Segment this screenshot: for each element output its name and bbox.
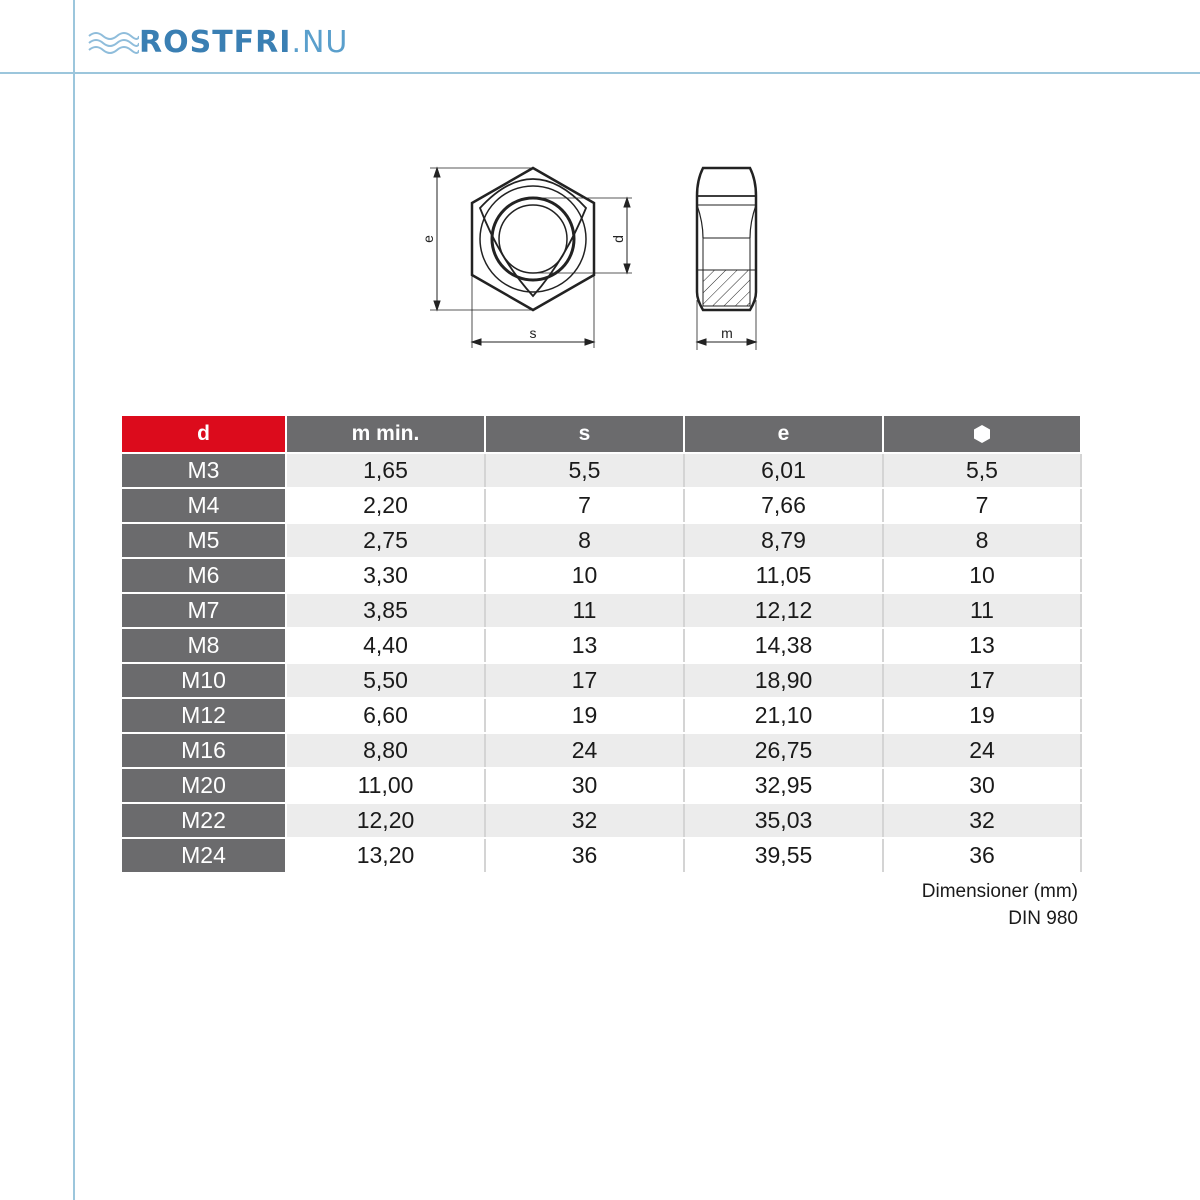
column-header-s: s [485, 415, 684, 453]
table-cell: 11,05 [684, 558, 883, 593]
row-size-cell: M10 [121, 663, 286, 698]
table-row [121, 453, 1081, 488]
table-cell: 32 [485, 803, 684, 838]
row-size-cell: M5 [121, 523, 286, 558]
table-cell: 30 [485, 768, 684, 803]
table-cell: 32 [883, 803, 1081, 838]
row-size-cell: M4 [121, 488, 286, 523]
table-row [121, 663, 1081, 698]
row-size-cell: M16 [121, 733, 286, 768]
column-header-e: e [684, 415, 883, 453]
table-cell: 32,95 [684, 768, 883, 803]
row-size-cell: M6 [121, 558, 286, 593]
table-cell: 24 [883, 733, 1081, 768]
table-cell: 2,20 [286, 488, 485, 523]
row-size-cell: M7 [121, 593, 286, 628]
table-cell: 2,75 [286, 523, 485, 558]
column-header-m-min: m min. [286, 415, 485, 453]
hexagon-icon [973, 424, 991, 444]
table-cell: 18,90 [684, 663, 883, 698]
table-cell: 13,20 [286, 838, 485, 873]
table-cell: 26,75 [684, 733, 883, 768]
table-cell: 8,80 [286, 733, 485, 768]
dimensions-table [120, 414, 1082, 874]
dim-label-d: d [610, 235, 626, 243]
table-cell: 13 [883, 628, 1081, 663]
table-cell: 5,50 [286, 663, 485, 698]
nut-front-view [472, 168, 594, 310]
table-cell: 8,79 [684, 523, 883, 558]
table-cell: 11 [485, 593, 684, 628]
nut-technical-drawing [0, 0, 1200, 400]
nut-side-view [697, 168, 756, 310]
table-cell: 7 [883, 488, 1081, 523]
table-header-row [121, 415, 1081, 453]
table-row [121, 698, 1081, 733]
row-size-cell: M22 [121, 803, 286, 838]
table-cell: 21,10 [684, 698, 883, 733]
table-cell: 14,38 [684, 628, 883, 663]
column-header-wrench-size [883, 415, 1081, 453]
table-row [121, 768, 1081, 803]
table-cell: 8 [883, 523, 1081, 558]
dim-label-e: e [420, 235, 436, 243]
table-cell: 12,12 [684, 593, 883, 628]
table-cell: 5,5 [883, 453, 1081, 488]
row-size-cell: M3 [121, 453, 286, 488]
table-cell: 36 [485, 838, 684, 873]
table-note [922, 878, 1078, 932]
row-size-cell: M8 [121, 628, 286, 663]
table-cell: 6,01 [684, 453, 883, 488]
dim-label-m: m [721, 325, 733, 341]
table-cell: 10 [485, 558, 684, 593]
table-cell: 7 [485, 488, 684, 523]
brand-name-light: .NU [291, 25, 349, 60]
table-row [121, 488, 1081, 523]
table-cell: 35,03 [684, 803, 883, 838]
row-size-cell: M12 [121, 698, 286, 733]
row-size-cell: M24 [121, 838, 286, 873]
table-row [121, 593, 1081, 628]
table-cell: 36 [883, 838, 1081, 873]
table-cell: 13 [485, 628, 684, 663]
table-body [121, 453, 1081, 873]
table-cell: 17 [485, 663, 684, 698]
table-cell: 5,5 [485, 453, 684, 488]
table-cell: 19 [485, 698, 684, 733]
table-cell: 11 [883, 593, 1081, 628]
table-cell: 12,20 [286, 803, 485, 838]
table-cell: 1,65 [286, 453, 485, 488]
dimension-e [430, 168, 533, 310]
table-row [121, 558, 1081, 593]
table-row [121, 733, 1081, 768]
table-cell: 24 [485, 733, 684, 768]
table-cell: 3,85 [286, 593, 485, 628]
table-cell: 4,40 [286, 628, 485, 663]
table-row [121, 628, 1081, 663]
table-row [121, 838, 1081, 873]
table-row [121, 523, 1081, 558]
brand-name-bold: ROSTFRI [139, 25, 292, 60]
note-dimensions: Dimensioner (mm) [921, 881, 1078, 902]
table-cell: 7,66 [684, 488, 883, 523]
column-header-d: d [121, 415, 286, 453]
table-cell: 8 [485, 523, 684, 558]
note-standard: DIN 980 [1008, 908, 1078, 929]
table-cell: 19 [883, 698, 1081, 733]
table-cell: 30 [883, 768, 1081, 803]
table-cell: 11,00 [286, 768, 485, 803]
row-size-cell: M20 [121, 768, 286, 803]
table-cell: 17 [883, 663, 1081, 698]
table-cell: 39,55 [684, 838, 883, 873]
table-cell: 6,60 [286, 698, 485, 733]
dim-label-s: s [529, 325, 537, 341]
table-row [121, 803, 1081, 838]
table-cell: 10 [883, 558, 1081, 593]
table-cell: 3,30 [286, 558, 485, 593]
